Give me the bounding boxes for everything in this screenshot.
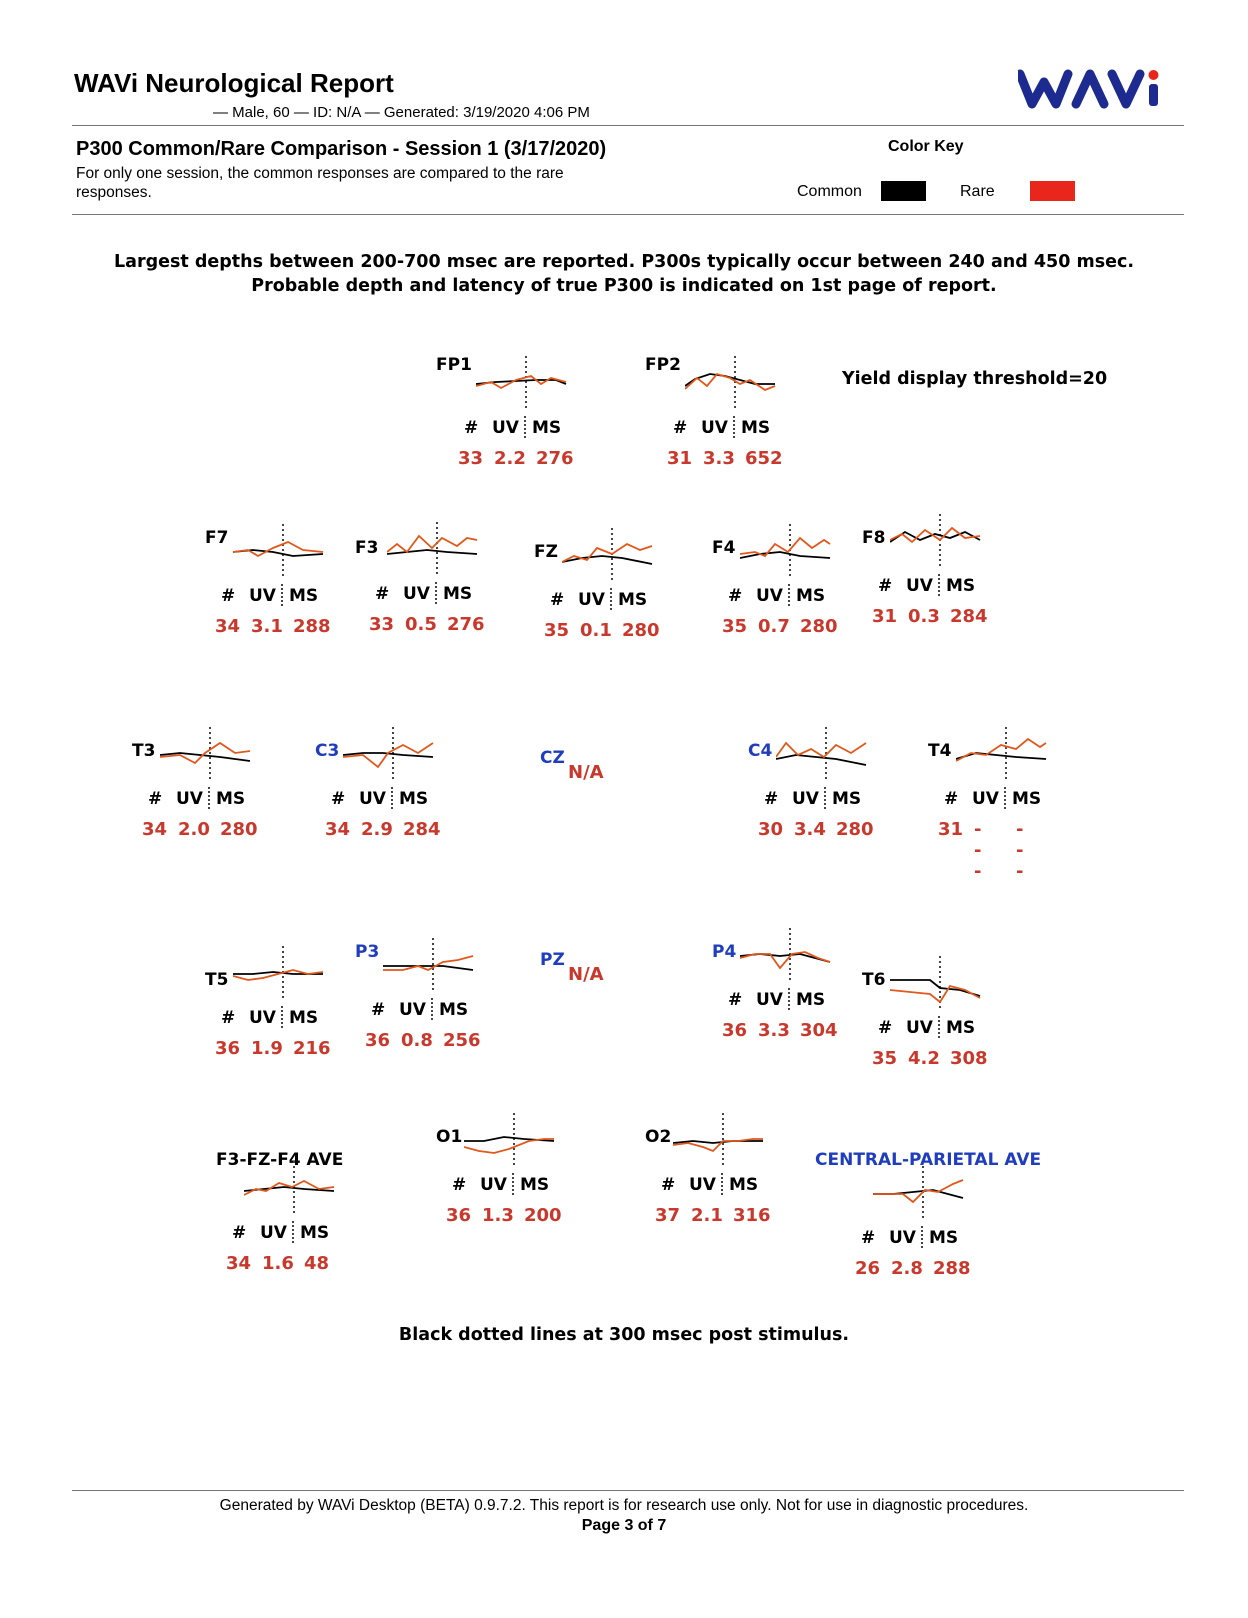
value-ms: 288 — [293, 616, 331, 637]
header-count: # — [331, 789, 346, 809]
value-count: 30 — [758, 819, 784, 840]
header-ms: MS — [439, 1000, 469, 1020]
electrode-label: CZ — [540, 748, 565, 768]
value-ms: 280 — [622, 620, 660, 641]
header-uv: UV — [480, 1175, 507, 1195]
common-trace — [387, 550, 477, 554]
header-separator — [938, 574, 940, 596]
electrode-label: F3-FZ-F4 AVE — [216, 1150, 344, 1170]
page-number: Page 3 of 7 — [581, 1517, 667, 1534]
wavi-logo — [1018, 66, 1178, 112]
value-uv: 2.0 — [178, 819, 210, 840]
electrode-label: T6 — [862, 970, 886, 990]
value-count: 36 — [215, 1038, 241, 1059]
header-separator — [733, 416, 735, 438]
rare-trace — [233, 970, 323, 980]
footer-disclaimer: Generated by WAVi Desktop (BETA) 0.9.7.2. This report is for research use only. Not for use in diagnostic procedures. — [219, 1497, 1029, 1514]
rare-trace — [776, 743, 866, 757]
header-separator — [824, 787, 826, 809]
value-count: 37 — [655, 1205, 681, 1226]
value-ms: 308 — [950, 1048, 988, 1069]
value-ms: 280 — [220, 819, 258, 840]
waveform — [160, 725, 252, 781]
value-uv: 0.5 — [405, 614, 437, 635]
waveform — [890, 512, 982, 568]
header-uv: UV — [249, 586, 276, 606]
header-uv: UV — [792, 789, 819, 809]
value-uv: 1.9 — [251, 1038, 283, 1059]
header-separator — [431, 998, 433, 1020]
electrode-label: PZ — [540, 950, 565, 970]
value-count: 34 — [226, 1253, 252, 1274]
value-ms: 216 — [293, 1038, 331, 1059]
header-separator — [788, 988, 790, 1010]
header-uv: UV — [249, 1008, 276, 1028]
header-count: # — [232, 1223, 247, 1243]
header-uv: UV — [906, 1018, 933, 1038]
header-uv: UV — [492, 418, 519, 438]
waveform — [956, 725, 1048, 781]
header-separator — [938, 1016, 940, 1038]
waveform — [776, 725, 868, 781]
electrode-label: CENTRAL-PARIETAL AVE — [815, 1150, 1042, 1170]
header-ms: MS — [946, 1018, 976, 1038]
waveform — [464, 1111, 556, 1167]
electrode-label: F7 — [205, 528, 229, 548]
value-ms: 200 — [524, 1205, 562, 1226]
value-ms: 276 — [536, 448, 574, 469]
electrode-label: O2 — [645, 1127, 672, 1147]
header-ms: MS — [929, 1228, 959, 1248]
header-ms: MS — [729, 1175, 759, 1195]
header-uv: UV — [972, 789, 999, 809]
value-count: 36 — [446, 1205, 472, 1226]
header-separator — [512, 1173, 514, 1195]
value-uv: 1.6 — [262, 1253, 294, 1274]
rare-trace — [890, 986, 980, 1002]
header-count: # — [148, 789, 163, 809]
waveform — [685, 354, 777, 410]
header-separator — [391, 787, 393, 809]
header-separator — [281, 584, 283, 606]
header-uv: UV — [403, 584, 430, 604]
value-count: 31 — [938, 819, 964, 840]
header-uv: UV — [756, 990, 783, 1010]
value-count: 31 — [667, 448, 693, 469]
electrode-label: C4 — [748, 741, 773, 761]
header-count: # — [861, 1228, 876, 1248]
section-divider — [72, 214, 1184, 215]
waveform — [890, 954, 982, 1010]
waveform — [233, 944, 325, 1000]
section-title: P300 Common/Rare Comparison - Session 1 (3/17/2020) — [76, 138, 607, 160]
header-ms: MS — [741, 418, 771, 438]
na-value: N/A — [568, 762, 604, 783]
header-ms: MS — [399, 789, 429, 809]
header-separator — [208, 787, 210, 809]
header-ms: MS — [946, 576, 976, 596]
value-ms: 48 — [304, 1253, 330, 1274]
waveform — [387, 520, 479, 576]
value-uv: 1.3 — [482, 1205, 514, 1226]
header-uv: UV — [578, 590, 605, 610]
header-uv: UV — [359, 789, 386, 809]
value-count: 34 — [325, 819, 351, 840]
value-ms: 276 — [447, 614, 485, 635]
value-uv: 4.2 — [908, 1048, 940, 1069]
waveform — [244, 1159, 336, 1215]
color-key-common-label: Common — [797, 183, 862, 200]
header-uv: UV — [176, 789, 203, 809]
header-ms: MS — [300, 1223, 330, 1243]
footer-divider — [72, 1490, 1184, 1491]
value-uv: 3.4 — [794, 819, 826, 840]
header-divider — [72, 125, 1184, 126]
rare-trace — [740, 952, 830, 968]
waveform — [233, 522, 325, 578]
header-count: # — [764, 789, 779, 809]
header-uv: UV — [260, 1223, 287, 1243]
report-title: WAVi Neurological Report — [74, 68, 394, 98]
color-key-rare-swatch — [1030, 181, 1075, 201]
header-uv: UV — [889, 1228, 916, 1248]
waveform — [740, 926, 832, 982]
waveform — [873, 1164, 965, 1220]
header-count: # — [221, 1008, 236, 1028]
waveform — [383, 936, 475, 992]
header-separator — [292, 1221, 294, 1243]
electrode-label: F8 — [862, 528, 886, 548]
value-ms: 284 — [950, 606, 988, 627]
header-count: # — [375, 584, 390, 604]
electrode-label: F4 — [712, 538, 736, 558]
header-count: # — [728, 586, 743, 606]
note-depths: Largest depths between 200-700 msec are reported. P300s typically occur between 240 and 450 msec. — [114, 252, 1134, 272]
header-uv: UV — [689, 1175, 716, 1195]
value-ms: 256 — [443, 1030, 481, 1051]
value-ms: 280 — [800, 616, 838, 637]
header-count: # — [944, 789, 959, 809]
value-ms: 304 — [800, 1020, 838, 1041]
na-value: N/A — [568, 964, 604, 985]
value-ms: 280 — [836, 819, 874, 840]
value-count: 35 — [872, 1048, 898, 1069]
rare-trace — [890, 528, 980, 542]
waveform — [740, 522, 832, 578]
electrode-label: T4 — [928, 741, 952, 761]
value-uv: 3.3 — [703, 448, 735, 469]
value-uv: 0.8 — [401, 1030, 433, 1051]
electrode-label: FZ — [534, 542, 558, 562]
electrode-label: FP2 — [645, 355, 681, 375]
value-uv: 2.1 — [691, 1205, 723, 1226]
header-uv: UV — [906, 576, 933, 596]
value-count: 35 — [722, 616, 748, 637]
electrode-label: P4 — [712, 942, 737, 962]
section-description: For only one session, the common responses are compared to the rare responses. — [76, 165, 564, 201]
header-count: # — [452, 1175, 467, 1195]
value-count: 33 — [458, 448, 484, 469]
value-uv: 3.1 — [251, 616, 283, 637]
header-separator — [610, 588, 612, 610]
value-uv: 0.3 — [908, 606, 940, 627]
value-uv: 2.2 — [494, 448, 526, 469]
value-uv: 0.1 — [580, 620, 612, 641]
electrode-label: O1 — [436, 1127, 463, 1147]
value-uv: --- — [974, 819, 982, 882]
header-ms: MS — [618, 590, 648, 610]
value-ms: --- — [1016, 819, 1024, 882]
waveform — [476, 354, 568, 410]
value-uv: 2.8 — [891, 1258, 923, 1279]
header-uv: UV — [756, 586, 783, 606]
header-ms: MS — [443, 584, 473, 604]
header-count: # — [878, 1018, 893, 1038]
rare-trace — [476, 376, 566, 388]
electrode-label: T5 — [205, 970, 229, 990]
electrode-label: T3 — [132, 741, 156, 761]
electrode-label: C3 — [315, 741, 340, 761]
footnote-dotted-lines: Black dotted lines at 300 msec post stimulus. — [398, 1325, 850, 1345]
value-ms: 652 — [745, 448, 783, 469]
electrode-label: FP1 — [436, 355, 472, 375]
yield-threshold: Yield display threshold=20 — [842, 369, 1108, 389]
waveform — [562, 526, 654, 582]
value-count: 34 — [215, 616, 241, 637]
header-separator — [788, 584, 790, 606]
header-uv: UV — [399, 1000, 426, 1020]
rare-trace — [685, 374, 775, 390]
common-trace — [776, 755, 866, 765]
header-ms: MS — [289, 1008, 319, 1028]
header-count: # — [464, 418, 479, 438]
header-ms: MS — [796, 990, 826, 1010]
header-uv: UV — [701, 418, 728, 438]
header-separator — [281, 1006, 283, 1028]
value-ms: 284 — [403, 819, 441, 840]
header-count: # — [673, 418, 688, 438]
waveform — [343, 725, 435, 781]
value-ms: 288 — [933, 1258, 971, 1279]
value-uv: 0.7 — [758, 616, 790, 637]
header-ms: MS — [520, 1175, 550, 1195]
value-count: 36 — [365, 1030, 391, 1051]
electrode-label: F3 — [355, 538, 379, 558]
value-count: 35 — [544, 620, 570, 641]
header-count: # — [878, 576, 893, 596]
header-count: # — [550, 590, 565, 610]
header-ms: MS — [832, 789, 862, 809]
header-separator — [1004, 787, 1006, 809]
header-count: # — [371, 1000, 386, 1020]
value-uv: 3.3 — [758, 1020, 790, 1041]
header-ms: MS — [532, 418, 562, 438]
header-separator — [721, 1173, 723, 1195]
electrode-label: P3 — [355, 942, 380, 962]
value-count: 31 — [872, 606, 898, 627]
common-trace — [890, 980, 980, 996]
value-count: 36 — [722, 1020, 748, 1041]
note-probable: Probable depth and latency of true P300 is indicated on 1st page of report. — [251, 276, 997, 296]
header-count: # — [661, 1175, 676, 1195]
header-separator — [435, 582, 437, 604]
rare-trace — [343, 743, 433, 767]
value-count: 34 — [142, 819, 168, 840]
waveform — [673, 1111, 765, 1167]
header-ms: MS — [216, 789, 246, 809]
color-key-rare-label: Rare — [960, 183, 995, 200]
header-separator — [524, 416, 526, 438]
value-uv: 2.9 — [361, 819, 393, 840]
header-ms: MS — [796, 586, 826, 606]
header-count: # — [221, 586, 236, 606]
value-count: 26 — [855, 1258, 881, 1279]
header-ms: MS — [1012, 789, 1042, 809]
header-ms: MS — [289, 586, 319, 606]
report-subtitle: — Male, 60 — ID: N/A — Generated: 3/19/2020 4:06 PM — [213, 104, 590, 121]
header-count: # — [728, 990, 743, 1010]
color-key-title: Color Key — [888, 138, 964, 155]
value-count: 33 — [369, 614, 395, 635]
color-key-common-swatch — [881, 181, 926, 201]
value-ms: 316 — [733, 1205, 771, 1226]
header-separator — [921, 1226, 923, 1248]
